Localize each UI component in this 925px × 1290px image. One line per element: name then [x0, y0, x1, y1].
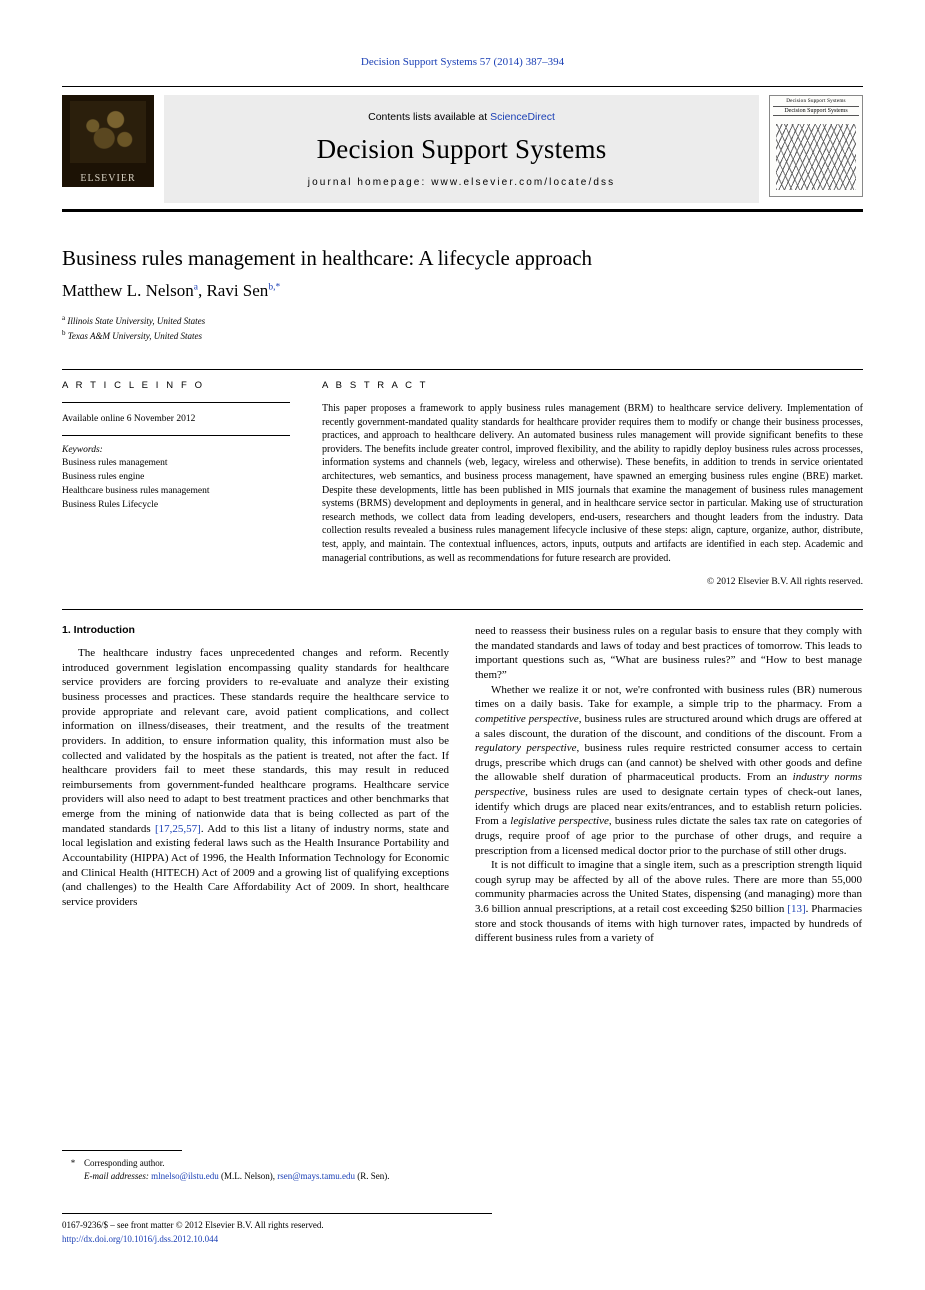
abstract-text: This paper proposes a framework to apply business rules management (BRM) to healthcare service delivery. Implementation of recently government-mandated quality standards for healthcare provider requires them to modify or change their business processes, practices, and approach to healthcare delivery. An automated business rules management will provide significant benefits to these providers. The benefits include greater control, improved flexibility, and the ability to rapidly deploy business rules across processes, information systems and channels (web, legacy, wireless and otherwise). These benefits, in addition to trends in service orientated architectures, web semantics, and business process management, have spawned an emerging business rules engine (BRE) market. Despite these developments, little has been published in MIS journals that examine the management of business rules management systems (BRMS) development and deployments in general, and in healthcare service sector in particular. Making use of structuration research methods, we collect data from leading developers, end-users, researchers and thought leaders from the industry. Data collection results revealed a business rules management lifecycle inclusive of these steps: align, capture, organize, author, distribute, test, apply, and maintain. The contextual influences, actors, inputs, outputs and artifacts are identified in each step. Academic and managerial contributions, as well as recommendations for future research are provided. — [322, 403, 863, 564]
footnote-marker: * — [70, 1158, 76, 1168]
email-owner-2: (R. Sen). — [355, 1171, 390, 1182]
paragraph: need to reassess their business rules on a regular basis to ensure that they comply with the mandated standards and laws of today and best practices of tomorrow. This leads to important questions such as, “What are business rules?” and “How to best manage them?” — [475, 625, 862, 682]
paragraph-text-a: The healthcare industry faces unprecedented changes and reform. Recently introduced government legislation encompassing quality standards for healthcare service providers are forcing providers to re-evaluate and analyze their existing business processes and practices. These standards require the healthcare service to provide appropriate and relevant care, avoid patient complications, and collect information on illness/diseases, their treatment, and the results of the treatment providers. In addition, to ensure information quality, this information must also be collected and validated by the hospitals as the patient is treated, not after the fact. If healthcare providers fail to meet these standards, this may result in reduced reimbursements from government-funded healthcare programs. Healthcare service providers will also need to adapt to best treatment practices and other benchmarks that emerge from the mining of nationwide data that is being collected as part of the mandated standards — [62, 647, 449, 835]
page-footer — [62, 1213, 492, 1246]
paper-page — [0, 56, 925, 1290]
paragraph — [475, 858, 862, 946]
elsevier-wordmark: ELSEVIER — [80, 173, 136, 184]
doi-link[interactable]: http://dx.doi.org/10.1016/j.dss.2012.10.044 — [62, 1233, 219, 1244]
author-list — [62, 281, 863, 301]
author-name-2: Ravi Sen — [206, 281, 269, 300]
keyword-item: Business rules management — [62, 458, 168, 469]
paragraph-text: , business rules are used to designate certain types of check-out lanes, identify which drugs are placed near exits/entrances, and to establish return policies. From a — [475, 786, 862, 828]
masthead-center — [164, 95, 759, 203]
paragraph — [475, 683, 862, 859]
cover-publisher-label: Decision Support Systems — [786, 98, 846, 104]
paragraph-text: , business rules require restricted consumer access to certain drugs, prescribe which drugs can (and cannot) be shelved with other goods and define the allowable shelf duration of pharmaceutical products. From an — [475, 742, 862, 784]
contents-prefix: Contents lists available at — [368, 110, 491, 123]
info-divider-top — [62, 402, 290, 403]
footer-divider — [62, 1213, 492, 1214]
email-link-sen[interactable]: rsen@mays.tamu.edu — [277, 1171, 355, 1182]
abstract-heading: A B S T R A C T — [322, 380, 429, 392]
email-link-nelson[interactable]: mlnelso@ilstu.edu — [151, 1171, 219, 1182]
page-title: Business rules management in healthcare: A lifecycle approach — [62, 246, 593, 270]
keyword-item: Healthcare business rules management — [62, 485, 210, 496]
emphasis-competitive-perspective: competitive perspective — [475, 712, 579, 725]
footnote-divider — [62, 1150, 182, 1151]
paragraph-text: , business rules are structured around which drugs are offered at a sales discount, the duration of the discount, and conditions of the discount. From a — [475, 712, 862, 740]
emphasis-industry-norms-perspective: industry norms perspective — [475, 771, 863, 799]
keywords-label: Keywords: — [62, 445, 103, 456]
footnote-corresponding-text: Corresponding author. — [84, 1158, 165, 1168]
affiliations — [62, 313, 863, 343]
affiliation-b-mark: b — [62, 329, 66, 338]
journal-title: Decision Support Systems — [316, 133, 607, 164]
masthead-divider — [62, 209, 863, 212]
paragraph-text: , business rules dictate the sales tax rate on categories of drugs, require proof of age prior to the purchase of other drugs, and require a prescription from a licensed medical doctor prior to the purchase of still other drugs. — [475, 815, 862, 857]
emphasis-legislative-perspective: legislative perspective — [510, 815, 609, 828]
paragraph-text: Whether we realize it or not, we're confronted with business rules (BR) numerous times on a daily basis. Take for example, a simple trip to the pharmacy. From a — [475, 683, 862, 711]
info-abstract-section — [62, 369, 863, 587]
keyword-item: Business rules engine — [62, 472, 145, 483]
affiliation-b-text: Texas A&M University, United States — [67, 331, 202, 342]
doi-line — [62, 1233, 492, 1247]
cover-artwork — [776, 124, 856, 190]
footnotes — [62, 1150, 449, 1183]
article-info-heading: A R T I C L E I N F O — [62, 380, 205, 392]
body-column-right — [475, 624, 862, 946]
footnote-emails — [62, 1170, 449, 1183]
journal-cover-thumbnail — [769, 95, 863, 197]
journal-masthead — [62, 86, 863, 203]
keyword-item: Business Rules Lifecycle — [62, 499, 159, 510]
emphasis-regulatory-perspective: regulatory perspective — [475, 742, 577, 755]
journal-reference: Decision Support Systems 57 (2014) 387–394 — [360, 56, 565, 68]
abstract-column — [308, 380, 863, 587]
email-label: E-mail addresses: — [84, 1171, 149, 1182]
affiliation-a — [62, 313, 863, 328]
elsevier-logo-icon — [62, 95, 154, 187]
article-history: Available online 6 November 2012 — [62, 414, 196, 425]
author-affiliation-mark-2[interactable]: b,* — [268, 282, 281, 293]
article-info-column — [62, 380, 308, 587]
footnote-corresponding-author — [62, 1157, 449, 1170]
elsevier-tree-art — [70, 101, 146, 163]
citation-link[interactable]: [17,25,57] — [155, 822, 201, 835]
affiliation-a-mark: a — [62, 314, 66, 322]
author-affiliation-mark-1[interactable]: a — [193, 282, 198, 293]
issn-copyright-line: 0167-9236/$ – see front matter © 2012 Elsevier B.V. All rights reserved. — [62, 1220, 324, 1230]
journal-homepage[interactable]: journal homepage: www.elsevier.com/locate/dss — [307, 176, 616, 188]
cover-title-label: Decision Support Systems — [773, 106, 859, 116]
citation-link[interactable]: [13] — [787, 903, 806, 916]
affiliation-a-text: Illinois State University, United States — [67, 316, 206, 326]
author-name-1: Matthew L. Nelson — [62, 281, 194, 300]
section-heading-introduction: 1. Introduction — [62, 624, 135, 637]
email-owner-1: (M.L. Nelson), — [218, 1171, 278, 1182]
info-divider-bottom — [62, 435, 290, 436]
affiliation-b — [62, 328, 863, 343]
title-block — [62, 246, 863, 343]
abstract-copyright: © 2012 Elsevier B.V. All rights reserved. — [706, 577, 863, 588]
contents-available-line — [368, 111, 555, 123]
sciencedirect-link[interactable]: ScienceDirect — [490, 110, 555, 123]
author-separator: , — [197, 281, 207, 300]
paragraph-text-b: . Add to this list a litany of industry norms, state and local legislation and existing federal laws such as the Health Insurance Portability and Accountability (HIPPA) Act of 1996, the Health Information Technology for Economic and Clinical Health (HITECH) Act of 2009 and a growing list of qualifying exceptions (and challenges) to the Health Care Affordability Act of 2009. In short, healthcare service providers — [62, 822, 449, 908]
paragraph-text: . Pharmacies store and stock thousands of items with high turnover rates, impacted by hundreds of different business rules from a variety of — [475, 903, 863, 945]
body-column-left — [62, 624, 449, 946]
body-divider — [62, 609, 863, 610]
body-columns — [62, 624, 863, 946]
paragraph — [62, 646, 449, 909]
paragraph-text: It is not difficult to imagine that a single item, such as a prescription strength liquid cough syrup may be affected by all of the above rules. There are more than 55,000 community pharmacies across the United States, dispensing (and managing) more than 3.6 billion annual prescriptions, at a retail cost exceeding $250 billion — [475, 859, 862, 916]
